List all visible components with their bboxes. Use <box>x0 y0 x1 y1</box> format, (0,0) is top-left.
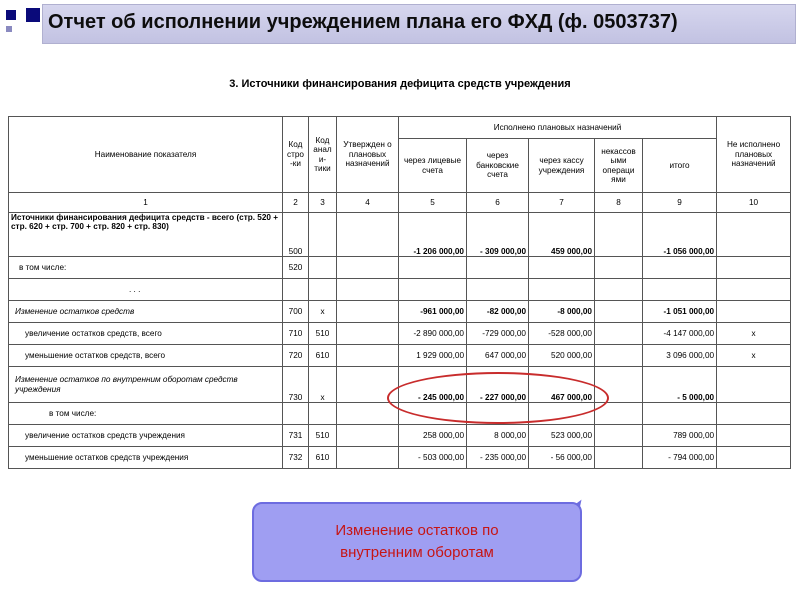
row-analytics: 610 <box>309 345 337 367</box>
row-not-executed <box>717 403 791 425</box>
col-header-row-code: Код стро -ки <box>283 117 309 193</box>
col-number: 8 <box>595 193 643 213</box>
col-header-total: итого <box>643 139 717 193</box>
col-number: 6 <box>467 193 529 213</box>
row-personal <box>399 403 467 425</box>
row-analytics: x <box>309 301 337 323</box>
row-bank: 8 000,00 <box>467 425 529 447</box>
row-not-executed <box>717 447 791 469</box>
row-code <box>283 279 309 301</box>
row-name: Источники финансирования дефицита средств - всего (стр. 520 + стр. 620 + стр. 700 + стр. 820 + стр. 830) <box>9 213 283 257</box>
row-cash: 459 000,00 <box>529 213 595 257</box>
col-number: 5 <box>399 193 467 213</box>
table-row <box>9 257 791 279</box>
row-personal <box>399 279 467 301</box>
decor-square-3 <box>6 26 12 32</box>
row-total: -1 051 000,00 <box>643 301 717 323</box>
row-not-executed <box>717 257 791 279</box>
table-row <box>9 403 791 425</box>
row-noncash <box>595 301 643 323</box>
row-total <box>643 279 717 301</box>
row-analytics: 510 <box>309 425 337 447</box>
row-cash: 520 000,00 <box>529 345 595 367</box>
row-approved <box>337 367 399 403</box>
row-noncash <box>595 425 643 447</box>
table-row <box>9 213 791 257</box>
row-code: 520 <box>283 257 309 279</box>
row-noncash <box>595 403 643 425</box>
row-personal: -2 890 000,00 <box>399 323 467 345</box>
row-code: 710 <box>283 323 309 345</box>
row-total: -1 056 000,00 <box>643 213 717 257</box>
row-noncash <box>595 323 643 345</box>
row-total: - 5 000,00 <box>643 367 717 403</box>
col-header-name: Наименование показателя <box>9 117 283 193</box>
row-name: Изменение остатков по внутренним оборотам средств учреждения <box>9 367 283 403</box>
row-name: в том числе: <box>9 257 283 279</box>
col-header-noncash: некассов ыми операци ями <box>595 139 643 193</box>
row-cash <box>529 403 595 425</box>
row-noncash <box>595 447 643 469</box>
row-code <box>283 403 309 425</box>
col-number: 2 <box>283 193 309 213</box>
col-number: 7 <box>529 193 595 213</box>
row-bank <box>467 279 529 301</box>
col-header-via-personal: через лицевые счета <box>399 139 467 193</box>
table-row <box>9 447 791 469</box>
row-cash <box>529 257 595 279</box>
row-analytics: 510 <box>309 323 337 345</box>
table-row <box>9 425 791 447</box>
table-row <box>9 323 791 345</box>
financing-sources-table <box>8 116 791 469</box>
col-header-analytics-code: Код анал и- тики <box>309 117 337 193</box>
row-cash: -8 000,00 <box>529 301 595 323</box>
row-personal: 1 929 000,00 <box>399 345 467 367</box>
row-bank: - 309 000,00 <box>467 213 529 257</box>
row-approved <box>337 447 399 469</box>
row-cash: - 56 000,00 <box>529 447 595 469</box>
row-bank: - 235 000,00 <box>467 447 529 469</box>
row-approved <box>337 345 399 367</box>
col-number: 1 <box>9 193 283 213</box>
row-noncash <box>595 279 643 301</box>
row-approved <box>337 279 399 301</box>
row-name: увеличение остатков средств, всего <box>9 323 283 345</box>
row-not-executed <box>717 301 791 323</box>
decor-square-1 <box>6 10 16 20</box>
callout-line-2: внутренним оборотам <box>340 543 494 561</box>
table-row <box>9 345 791 367</box>
row-total <box>643 257 717 279</box>
row-personal: - 245 000,00 <box>399 367 467 403</box>
col-number: 3 <box>309 193 337 213</box>
row-cash: 523 000,00 <box>529 425 595 447</box>
row-name: . . . <box>9 279 283 301</box>
row-total <box>643 403 717 425</box>
row-name: Изменение остатков средств <box>9 301 283 323</box>
row-personal: 258 000,00 <box>399 425 467 447</box>
row-cash: 467 000,00 <box>529 367 595 403</box>
table-row <box>9 279 791 301</box>
row-code: 730 <box>283 367 309 403</box>
row-name: увеличение остатков средств учреждения <box>9 425 283 447</box>
table-row <box>9 301 791 323</box>
section-title: 3. Источники финансирования дефицита средств учреждения <box>229 78 571 90</box>
row-cash: -528 000,00 <box>529 323 595 345</box>
col-header-via-cash: через кассу учреждения <box>529 139 595 193</box>
row-analytics: x <box>309 367 337 403</box>
row-analytics <box>309 279 337 301</box>
row-bank: - 227 000,00 <box>467 367 529 403</box>
row-not-executed <box>717 279 791 301</box>
row-noncash <box>595 367 643 403</box>
col-number: 10 <box>717 193 791 213</box>
col-number: 4 <box>337 193 399 213</box>
decor-square-2 <box>26 8 40 22</box>
col-header-executed-group: Исполнено плановых назначений <box>399 117 717 139</box>
numbering-row <box>9 193 791 213</box>
row-analytics <box>309 213 337 257</box>
col-header-not-executed: Не исполнено плановых назначений <box>717 117 791 193</box>
row-code: 732 <box>283 447 309 469</box>
row-total: 789 000,00 <box>643 425 717 447</box>
row-total: - 794 000,00 <box>643 447 717 469</box>
callout-line-1: Изменение остатков по <box>335 522 499 539</box>
table-row <box>9 367 791 403</box>
row-code: 720 <box>283 345 309 367</box>
row-bank: -82 000,00 <box>467 301 529 323</box>
row-approved <box>337 257 399 279</box>
row-analytics <box>309 403 337 425</box>
row-bank <box>467 403 529 425</box>
row-not-executed: x <box>717 323 791 345</box>
row-not-executed <box>717 213 791 257</box>
row-personal: -961 000,00 <box>399 301 467 323</box>
callout-text <box>252 520 582 564</box>
row-total: 3 096 000,00 <box>643 345 717 367</box>
row-personal <box>399 257 467 279</box>
row-code: 731 <box>283 425 309 447</box>
row-analytics: 610 <box>309 447 337 469</box>
row-name: уменьшение остатков средств учреждения <box>9 447 283 469</box>
row-name: уменьшение остатков средств, всего <box>9 345 283 367</box>
row-approved <box>337 213 399 257</box>
row-analytics <box>309 257 337 279</box>
row-cash <box>529 279 595 301</box>
col-header-via-bank: через банковские счета <box>467 139 529 193</box>
row-code: 500 <box>283 213 309 257</box>
page-title: Отчет об исполнении учреждением плана его ФХД (ф. 0503737) <box>48 11 678 33</box>
row-name: в том числе: <box>9 403 283 425</box>
row-bank: -729 000,00 <box>467 323 529 345</box>
row-code: 700 <box>283 301 309 323</box>
row-total: -4 147 000,00 <box>643 323 717 345</box>
row-approved <box>337 425 399 447</box>
row-personal: - 503 000,00 <box>399 447 467 469</box>
row-noncash <box>595 345 643 367</box>
row-approved <box>337 301 399 323</box>
row-bank <box>467 257 529 279</box>
col-header-approved: Утвержден о плановых назначений <box>337 117 399 193</box>
row-noncash <box>595 213 643 257</box>
row-approved <box>337 403 399 425</box>
col-number: 9 <box>643 193 717 213</box>
row-not-executed: x <box>717 345 791 367</box>
row-personal: -1 206 000,00 <box>399 213 467 257</box>
row-noncash <box>595 257 643 279</box>
row-approved <box>337 323 399 345</box>
row-bank: 647 000,00 <box>467 345 529 367</box>
row-not-executed <box>717 425 791 447</box>
row-not-executed <box>717 367 791 403</box>
